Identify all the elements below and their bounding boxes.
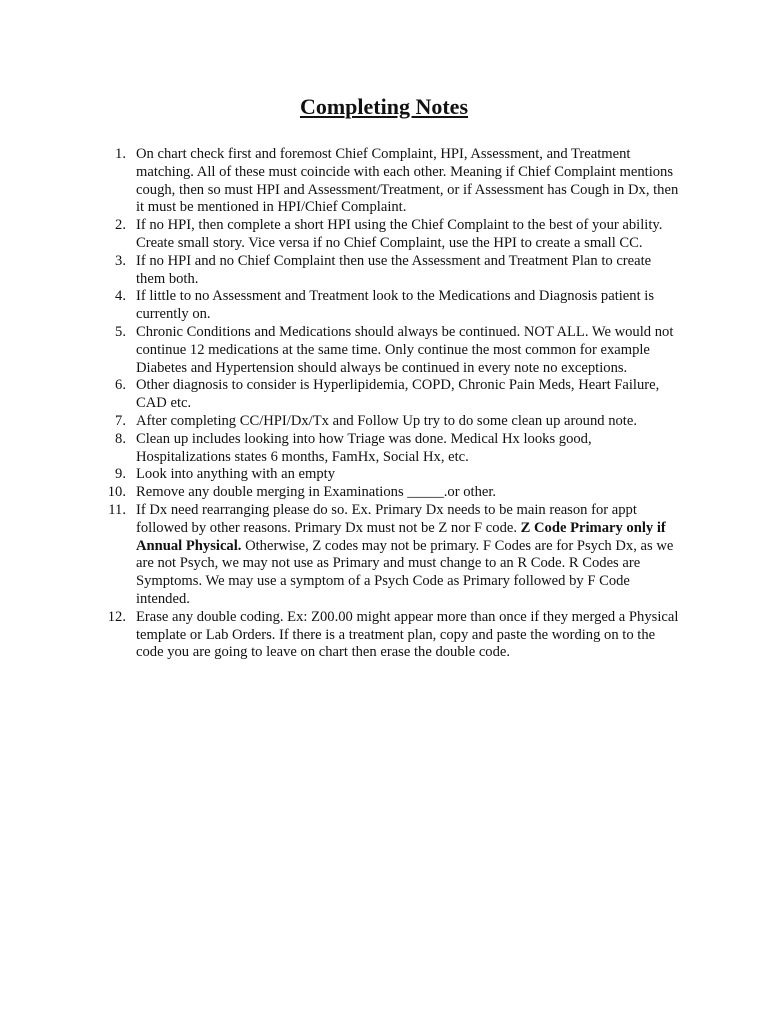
list-item-number: 2. <box>115 217 126 234</box>
list-item-text: Remove any double merging in Examinations _____.or other. <box>136 484 497 501</box>
list-item-number: 5. <box>115 323 126 340</box>
list-item-text: Other diagnosis to consider is Hyperlipidemia, COPD, Chronic Pain Meds, Heart Failure, CAD etc. <box>136 377 660 412</box>
list-item-text: Erase any double coding. Ex: Z00.00 might appear more than once if they merged a Physical template or Lab Orders. If there is a treatment plan, copy and paste the wording on to the code you are going to leave on chart then erase the double code. <box>136 608 679 661</box>
list-item-text: On chart check first and foremost Chief Complaint, HPI, Assessment, and Treatment matching. All of these must coincide with each other. Meaning if Chief Complaint mentions cough, then so must HPI and Assessment/Treatment, or if Assessment has Cough in Dx, then it must be mentioned in HPI/Chief Complaint. <box>136 146 679 216</box>
list-item <box>100 253 680 289</box>
list-item-text: Clean up includes looking into how Triage was done. Medical Hx looks good, Hospitalizations states 6 months, FamHx, Social Hx, etc. <box>136 430 592 465</box>
notes-list <box>100 146 680 662</box>
list-item <box>100 324 680 377</box>
list-item <box>100 431 680 467</box>
list-item-number: 11. <box>108 501 126 518</box>
list-item <box>100 484 680 502</box>
list-item <box>100 413 680 431</box>
list-item-number: 6. <box>115 377 126 394</box>
list-item <box>100 377 680 413</box>
list-item <box>100 217 680 253</box>
list-item <box>100 146 680 217</box>
list-item-text-before: If Dx need rearranging please do so. Ex. Primary Dx needs to be main reason for appt followed by other reasons. Primary Dx must not be Z nor F code. <box>136 501 637 536</box>
document-title: Completing Notes <box>299 94 469 119</box>
list-item-text <box>136 502 673 607</box>
list-item-number: 7. <box>115 412 126 429</box>
list-item <box>100 288 680 324</box>
list-item-text: Look into anything with an empty <box>136 466 336 483</box>
list-item <box>100 609 680 662</box>
list-item-number: 1. <box>115 146 126 162</box>
list-item-text: Chronic Conditions and Medications should always be continued. NOT ALL. We would not continue 12 medications at the same time. Only continue the most common for example Diabetes and Hypertension should always be continued in every note no exceptions. <box>136 323 674 376</box>
list-item-number: 9. <box>115 466 126 483</box>
list-item-number: 3. <box>115 252 126 269</box>
list-item-number: 4. <box>115 288 126 305</box>
list-item-text: If little to no Assessment and Treatment look to the Medications and Diagnosis patient is currently on. <box>136 288 655 323</box>
list-item-text: After completing CC/HPI/Dx/Tx and Follow Up try to do some clean up around note. <box>136 412 637 429</box>
list-item-number: 12. <box>107 608 126 625</box>
list-item-text-after: Otherwise, Z codes may not be primary. F Codes are for Psych Dx, as we are not Psych, we may not use as Primary and must change to an R Code. R Codes are Symptoms. We may use a symptom of a Psych Code as Primary followed by F Code intended. <box>136 537 674 607</box>
list-item-number: 10. <box>107 484 126 501</box>
list-item <box>100 466 680 484</box>
list-item-text-bold: Z Code Primary only if Annual Physical. <box>136 519 666 554</box>
list-item-text: If no HPI and no Chief Complaint then use the Assessment and Treatment Plan to create them both. <box>136 252 652 287</box>
list-item-number: 8. <box>115 430 126 447</box>
list-item <box>100 502 680 609</box>
list-item-text: If no HPI, then complete a short HPI using the Chief Complaint to the best of your ability. Create small story. Vice versa if no Chief Complaint, use the HPI to create a small CC. <box>136 217 663 251</box>
